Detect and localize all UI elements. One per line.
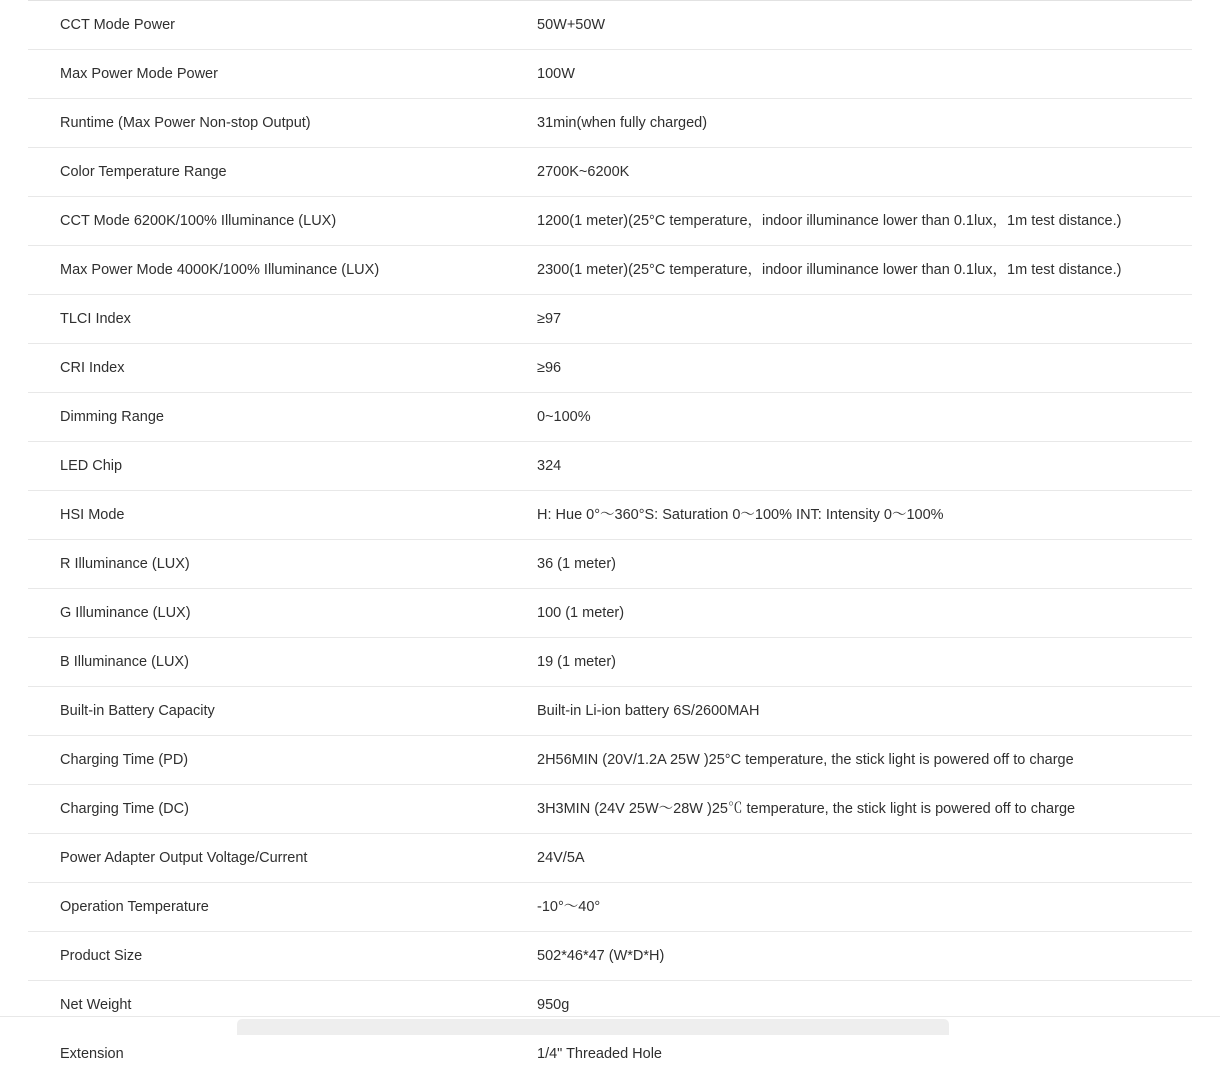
spec-value: 1200(1 meter)(25°C temperature，indoor illuminance lower than 0.1lux，1m test distance.) (535, 197, 1192, 246)
spec-value: 324 (535, 442, 1192, 491)
spec-value: 100W (535, 50, 1192, 99)
spec-value: 50W+50W (535, 1, 1192, 50)
table-row (28, 148, 1192, 197)
spec-value: 502*46*47 (W*D*H) (535, 932, 1192, 981)
table-row (28, 589, 1192, 638)
spec-label: Max Power Mode Power (28, 50, 535, 99)
table-row (28, 687, 1192, 736)
table-row (28, 1, 1192, 50)
spec-value: 31min(when fully charged) (535, 99, 1192, 148)
table-row (28, 834, 1192, 883)
table-row (28, 736, 1192, 785)
spec-label: Color Temperature Range (28, 148, 535, 197)
table-row (28, 540, 1192, 589)
table-row (28, 1030, 1192, 1078)
spec-label: Power Adapter Output Voltage/Current (28, 834, 535, 883)
spec-value: 2H56MIN (20V/1.2A 25W )25°C temperature, the stick light is powered off to charge (535, 736, 1192, 785)
spec-label: HSI Mode (28, 491, 535, 540)
spec-label: Max Power Mode 4000K/100% Illuminance (LUX) (28, 246, 535, 295)
table-row (28, 785, 1192, 834)
table-row (28, 491, 1192, 540)
spec-value: 3H3MIN (24V 25W～28W )25℃ temperature, the stick light is powered off to charge (535, 785, 1192, 834)
spec-label: TLCI Index (28, 295, 535, 344)
table-row (28, 344, 1192, 393)
spec-label: Product Size (28, 932, 535, 981)
spec-label: G Illuminance (LUX) (28, 589, 535, 638)
table-row (28, 883, 1192, 932)
spec-label: Charging Time (DC) (28, 785, 535, 834)
spec-label: Extension (28, 1030, 535, 1078)
spec-value: -10°～40° (535, 883, 1192, 932)
spec-value: 100 (1 meter) (535, 589, 1192, 638)
specification-table (28, 0, 1192, 1078)
spec-value: 2300(1 meter)(25°C temperature，indoor illuminance lower than 0.1lux，1m test distance.) (535, 246, 1192, 295)
spec-label: Operation Temperature (28, 883, 535, 932)
spec-label: CCT Mode Power (28, 1, 535, 50)
spec-label: R Illuminance (LUX) (28, 540, 535, 589)
spec-label: Dimming Range (28, 393, 535, 442)
table-row (28, 638, 1192, 687)
spec-value: 950g (535, 981, 1192, 1030)
table-row (28, 50, 1192, 99)
bottom-panel (237, 1019, 949, 1035)
spec-value: 0~100% (535, 393, 1192, 442)
spec-value: ≥96 (535, 344, 1192, 393)
table-row (28, 932, 1192, 981)
spec-value: ≥97 (535, 295, 1192, 344)
spec-label: CCT Mode 6200K/100% Illuminance (LUX) (28, 197, 535, 246)
spec-value: H: Hue 0°～360°S: Saturation 0～100% INT: Intensity 0～100% (535, 491, 1192, 540)
specification-table-body (28, 1, 1192, 1078)
table-row (28, 393, 1192, 442)
spec-value: 2700K~6200K (535, 148, 1192, 197)
spec-label: Built-in Battery Capacity (28, 687, 535, 736)
spec-value: 1/4" Threaded Hole (535, 1030, 1192, 1078)
spec-label: B Illuminance (LUX) (28, 638, 535, 687)
table-row (28, 442, 1192, 491)
spec-label: Charging Time (PD) (28, 736, 535, 785)
spec-value: 36 (1 meter) (535, 540, 1192, 589)
spec-value: 19 (1 meter) (535, 638, 1192, 687)
spec-label: Runtime (Max Power Non-stop Output) (28, 99, 535, 148)
spec-label: CRI Index (28, 344, 535, 393)
table-row (28, 246, 1192, 295)
spec-value: Built-in Li-ion battery 6S/2600MAH (535, 687, 1192, 736)
table-row (28, 197, 1192, 246)
spec-value: 24V/5A (535, 834, 1192, 883)
spec-label: Net Weight (28, 981, 535, 1030)
table-row (28, 295, 1192, 344)
table-row (28, 99, 1192, 148)
spec-label: LED Chip (28, 442, 535, 491)
